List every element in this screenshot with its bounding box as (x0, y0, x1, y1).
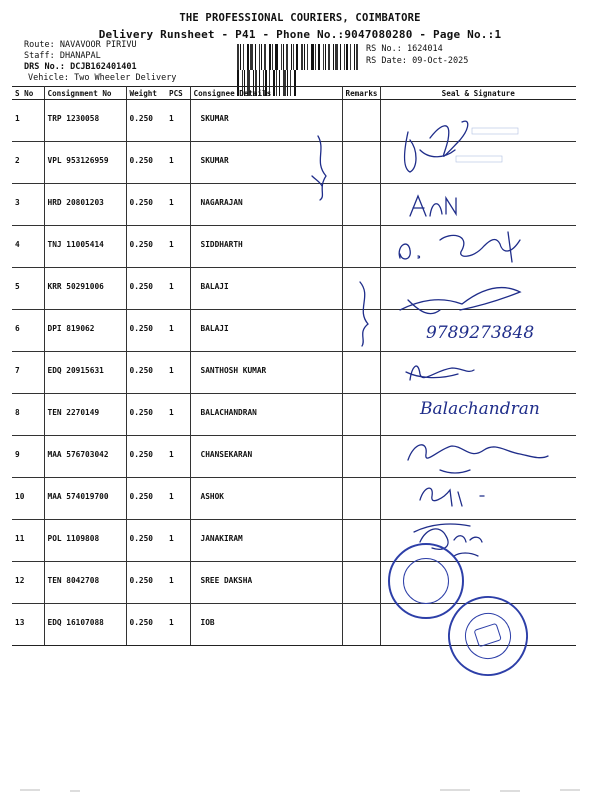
table-row (12, 478, 576, 520)
round-stamp-1-inner-ring (403, 558, 449, 604)
row-sno: 3 (12, 184, 44, 226)
route-label: Route: (24, 40, 55, 50)
row-consignment-no: TRP 1230058 (44, 100, 126, 142)
vehicle-value: Two Wheeler Delivery (74, 73, 177, 83)
row-weight: 0.250 (126, 100, 166, 142)
row-consignment-no: EDQ 16107088 (44, 604, 126, 646)
row-consignment-no: POL 1109808 (44, 520, 126, 562)
drs-label: DRS No.: (24, 62, 65, 72)
table-row (12, 100, 576, 142)
row-pcs: 1 (166, 100, 190, 142)
header-consignee: Consignee Details (190, 87, 342, 100)
barcode-image (237, 44, 361, 70)
row-pcs: 1 (166, 184, 190, 226)
row-pcs: 1 (166, 520, 190, 562)
row-seal-signature (380, 436, 576, 478)
drs-value: DCJB162401401 (70, 62, 137, 72)
row-sno: 11 (12, 520, 44, 562)
row-remarks (342, 226, 380, 268)
table-row (12, 520, 576, 562)
staff-label: Staff: (24, 51, 55, 61)
row-seal-signature (380, 268, 576, 310)
row-consignee: SIDDHARTH (190, 226, 342, 268)
row-weight: 0.250 (126, 184, 166, 226)
row-pcs: 1 (166, 562, 190, 604)
table-row (12, 142, 576, 184)
row-remarks (342, 394, 380, 436)
row-weight: 0.250 (126, 268, 166, 310)
header-weight: Weight (126, 87, 166, 100)
table-row (12, 310, 576, 352)
row-pcs: 1 (166, 604, 190, 646)
header-seal-signature: Seal & Signature (380, 87, 576, 100)
row-consignee: ASHOK (190, 478, 342, 520)
drs-line (24, 62, 137, 72)
rs-date-line (366, 56, 468, 66)
row-remarks (342, 562, 380, 604)
row-remarks (342, 142, 380, 184)
row-weight: 0.250 (126, 436, 166, 478)
header-pcs: PCS (166, 87, 190, 100)
row-sno: 1 (12, 100, 44, 142)
scan-edge-marks (0, 784, 600, 794)
row-consignment-no: TNJ 11005414 (44, 226, 126, 268)
row-consignee: IOB (190, 604, 342, 646)
row-pcs: 1 (166, 226, 190, 268)
row-weight: 0.250 (126, 604, 166, 646)
row-remarks (342, 604, 380, 646)
row-consignee: CHANSEKARAN (190, 436, 342, 478)
row-sno: 4 (12, 226, 44, 268)
row-pcs: 1 (166, 310, 190, 352)
row-consignment-no: HRD 20801203 (44, 184, 126, 226)
row-sno: 2 (12, 142, 44, 184)
row-pcs: 1 (166, 436, 190, 478)
row-consignment-no: TEN 2270149 (44, 394, 126, 436)
header-remarks: Remarks (342, 87, 380, 100)
row-weight: 0.250 (126, 142, 166, 184)
company-title: THE PROFESSIONAL COURIERS, COIMBATORE (179, 12, 421, 24)
row-sno: 10 (12, 478, 44, 520)
row-seal-signature (380, 394, 576, 436)
row-remarks (342, 436, 380, 478)
row-consignee: NAGARAJAN (190, 184, 342, 226)
row-sno: 7 (12, 352, 44, 394)
row-consignee: SREE DAKSHA (190, 562, 342, 604)
row-remarks (342, 352, 380, 394)
row-consignee: BALACHANDRAN (190, 394, 342, 436)
row-sno: 5 (12, 268, 44, 310)
row-consignment-no: TEN 8042708 (44, 562, 126, 604)
row-seal-signature (380, 100, 576, 142)
row-seal-signature (380, 226, 576, 268)
handwritten-name: Balachandran (420, 399, 540, 419)
row-pcs: 1 (166, 478, 190, 520)
row-sno: 8 (12, 394, 44, 436)
row-consignment-no: DPI 819062 (44, 310, 126, 352)
row-remarks (342, 520, 380, 562)
row-remarks (342, 478, 380, 520)
rs-no-value: 1624014 (406, 44, 443, 54)
row-sno: 12 (12, 562, 44, 604)
row-consignment-no: EDQ 20915631 (44, 352, 126, 394)
row-consignment-no: VPL 953126959 (44, 142, 126, 184)
row-seal-signature (380, 352, 576, 394)
row-remarks (342, 184, 380, 226)
table-header-row (12, 87, 576, 100)
header-sno: S No (12, 87, 44, 100)
row-consignee: BALAJI (190, 310, 342, 352)
row-weight: 0.250 (126, 352, 166, 394)
runsheet-table (12, 86, 576, 646)
row-pcs: 1 (166, 394, 190, 436)
row-seal-signature (380, 310, 576, 352)
row-seal-signature (380, 478, 576, 520)
header-consignment: Consignment No (44, 87, 126, 100)
table-row (12, 226, 576, 268)
rs-date-label: RS Date: (366, 56, 407, 66)
row-consignee: BALAJI (190, 268, 342, 310)
row-seal-signature (380, 142, 576, 184)
row-consignment-no: MAA 576703042 (44, 436, 126, 478)
row-consignee: SANTHOSH KUMAR (190, 352, 342, 394)
row-weight: 0.250 (126, 310, 166, 352)
row-consignment-no: MAA 574019700 (44, 478, 126, 520)
row-weight: 0.250 (126, 226, 166, 268)
row-consignee: JANAKIRAM (190, 520, 342, 562)
table-row (12, 436, 576, 478)
table-row (12, 184, 576, 226)
route-value: NAVAVOOR PIRIVU (59, 40, 137, 50)
staff-line (24, 51, 101, 61)
route-line (24, 40, 137, 50)
row-remarks (342, 268, 380, 310)
rs-no-label: RS No.: (366, 44, 402, 54)
row-pcs: 1 (166, 142, 190, 184)
row-seal-signature (380, 184, 576, 226)
runsheet-title: Delivery Runsheet - P41 - Phone No.:9047080280 - Page No.:1 (98, 28, 502, 41)
row-pcs: 1 (166, 352, 190, 394)
handwritten-phone: 9789273848 (426, 323, 535, 343)
row-consignment-no: KRR 50291006 (44, 268, 126, 310)
row-sno: 6 (12, 310, 44, 352)
table-row (12, 394, 576, 436)
row-pcs: 1 (166, 268, 190, 310)
round-stamp-1 (388, 543, 464, 619)
table-row (12, 268, 576, 310)
row-sno: 9 (12, 436, 44, 478)
row-weight: 0.250 (126, 562, 166, 604)
staff-value: DHANAPAL (59, 51, 101, 61)
rs-no-line (366, 44, 443, 54)
rs-date-value: 09-Oct-2025 (412, 56, 469, 66)
row-weight: 0.250 (126, 478, 166, 520)
row-remarks (342, 100, 380, 142)
row-remarks (342, 310, 380, 352)
table-row (12, 352, 576, 394)
vehicle-line (28, 73, 176, 83)
row-consignee: SKUMAR (190, 100, 342, 142)
row-consignee: SKUMAR (190, 142, 342, 184)
row-sno: 13 (12, 604, 44, 646)
row-weight: 0.250 (126, 520, 166, 562)
vehicle-label: Vehicle: (28, 73, 69, 83)
row-weight: 0.250 (126, 394, 166, 436)
